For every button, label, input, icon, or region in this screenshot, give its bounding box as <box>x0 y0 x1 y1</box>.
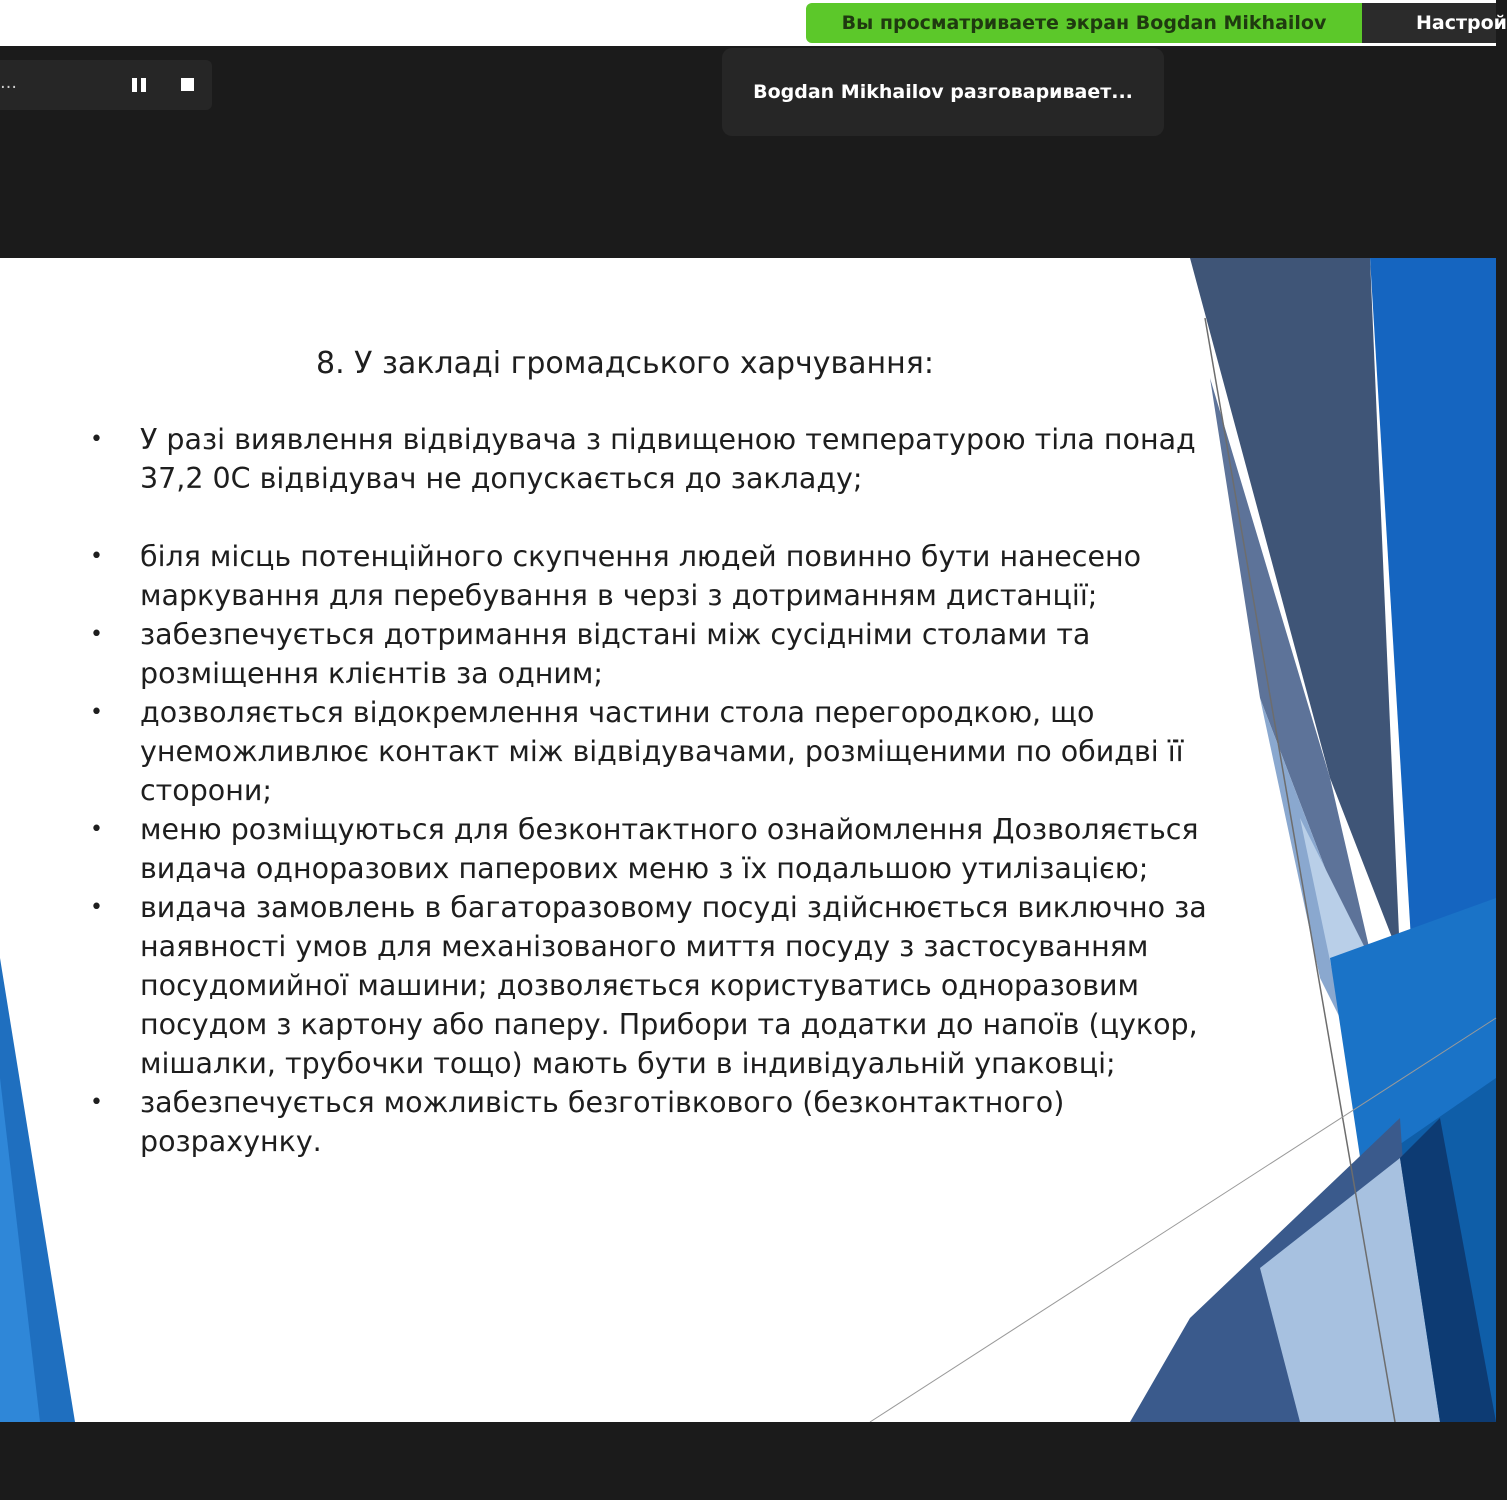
stop-icon[interactable] <box>176 74 198 96</box>
bottom-bar <box>0 1422 1496 1500</box>
shared-slide <box>0 258 1496 1422</box>
recording-controls <box>0 60 212 110</box>
recording-label: … <box>0 73 17 93</box>
bullet-text: видача замовлень в багаторазовому посуді здійснюється виключно за наявності умов для механізованого миття посуду з застосуванням посудомийної машини; дозволяється користуватись одноразовим посудом з картону або паперу. Прибори та додатки до напоїв (цукор, мішалки, трубочки тощо) мають бути в індивідуальній упаковці; <box>140 891 1207 1080</box>
bullet-icon: • <box>90 427 103 452</box>
bullet-icon: • <box>90 622 103 647</box>
bullet-icon: • <box>90 895 103 920</box>
list-item <box>90 693 1250 810</box>
list-item <box>90 537 1250 615</box>
active-speaker-toast: Bogdan Mikhailov разговаривает... <box>722 48 1164 136</box>
bullet-text: забезпечується можливість безготівкового (безконтактного) розрахунку. <box>140 1086 1065 1158</box>
screen-share-banner: Вы просматриваете экран Bogdan Mikhailov <box>806 3 1362 43</box>
pause-icon[interactable] <box>128 74 150 96</box>
bullet-text: біля місць потенційного скупчення людей повинно бути нанесено маркування для перебування в черзі з дотриманням дистанції; <box>140 540 1142 612</box>
bullet-text: дозволяється відокремлення частини стола перегородкою, що унеможливлює контакт між відвідувачами, розміщеними по обидві її сторони; <box>140 696 1184 807</box>
slide-title: 8. У закладі громадського харчування: <box>316 346 934 381</box>
bullet-icon: • <box>90 544 103 569</box>
bullet-text: У разі виявлення відвідувача з підвищеною температурою тіла понад 37,2 0С відвідувач не допускається до закладу; <box>140 423 1196 495</box>
bullet-icon: • <box>90 700 103 725</box>
list-item <box>90 810 1250 888</box>
bullet-text: меню розміщуються для безконтактного ознайомлення Дозволяється видача одноразових паперових меню з їх подальшою утилізацією; <box>140 813 1199 885</box>
view-options-button[interactable]: Настрой <box>1362 3 1496 43</box>
list-item <box>90 420 1250 498</box>
list-item <box>90 1083 1250 1161</box>
list-item <box>90 615 1250 693</box>
bullet-icon: • <box>90 1090 103 1115</box>
bullet-icon: • <box>90 817 103 842</box>
list-item <box>90 888 1250 1083</box>
bullet-list <box>90 420 1250 1161</box>
bullet-text: забезпечується дотримання відстані між сусідніми столами та розміщення клієнтів за одним; <box>140 618 1091 690</box>
